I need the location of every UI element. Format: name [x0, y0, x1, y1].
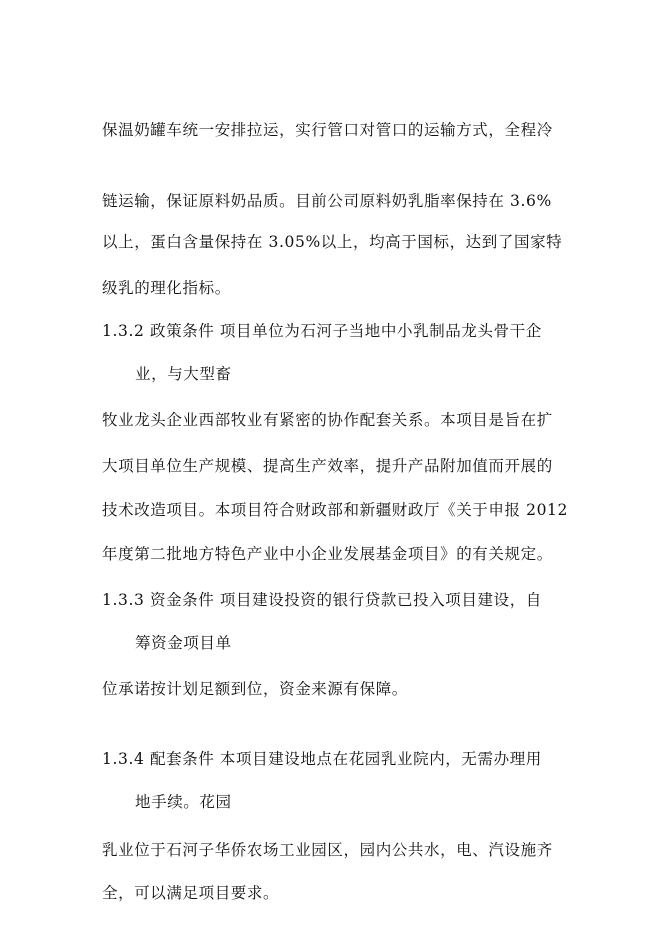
text-line: 乳业位于石河子华侨农场工业园区，园内公共水，电、汽设施齐	[102, 841, 553, 859]
text-line: 筹资金项目单	[135, 634, 232, 652]
section-heading-1-3-4: 1.3.4 配套条件 本项目建设地点在花园乳业院内，无需办理用	[102, 750, 542, 768]
text-line: 大项目单位生产规模、提高生产效率，提升产品附加值而开展的	[102, 457, 553, 475]
text-line: 级乳的理化指标。	[102, 279, 231, 297]
text-line: 保温奶罐车统一安排拉运，实行管口对管口的运输方式，全程冷	[102, 121, 553, 139]
text-line: 牧业龙头企业西部牧业有紧密的协作配套关系。本项目是旨在扩	[102, 411, 553, 429]
section-heading-1-3-3: 1.3.3 资金条件 项目建设投资的银行贷款已投入项目建设，自	[102, 591, 542, 609]
text-line: 以上，蛋白含量保持在 3.05%以上，均高于国标，达到了国家特	[102, 233, 563, 251]
text-line: 地手续。花园	[135, 793, 232, 811]
text-line: 全，可以满足项目要求。	[102, 884, 280, 902]
text-line: 业，与大型畜	[135, 365, 232, 383]
text-line: 技术改造项目。本项目符合财政部和新疆财政厅《关于申报 2012	[102, 501, 568, 519]
text-line: 链运输，保证原料奶品质。目前公司原料奶乳脂率保持在 3.6%	[102, 192, 552, 210]
section-heading-1-3-2: 1.3.2 政策条件 项目单位为石河子当地中小乳制品龙头骨干企	[102, 322, 542, 340]
text-line: 位承诺按计划足额到位，资金来源有保障。	[102, 680, 408, 698]
text-line: 年度第二批地方特色产业中小企业发展基金项目》的有关规定。	[102, 545, 553, 563]
